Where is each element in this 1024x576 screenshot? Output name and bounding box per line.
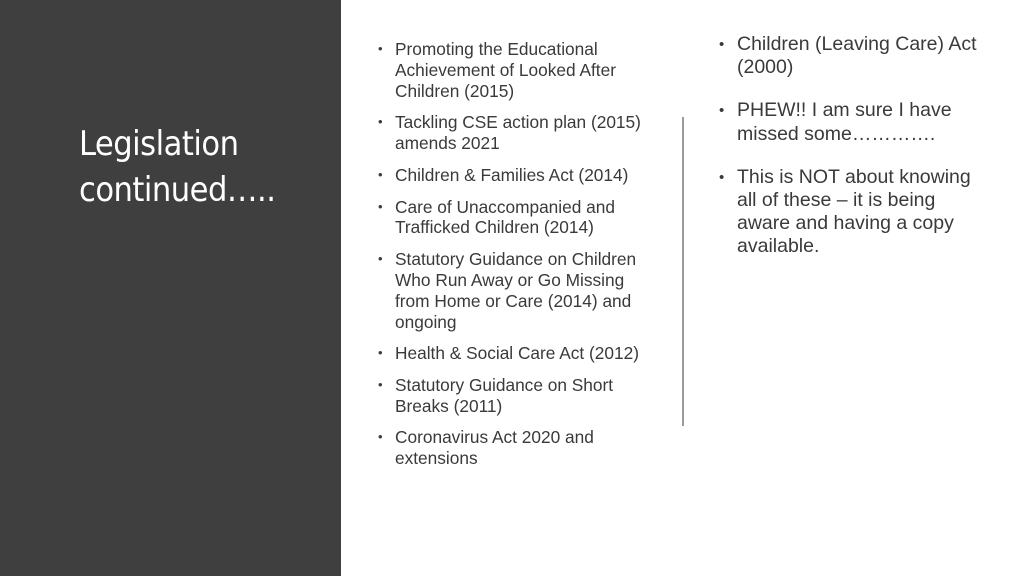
bullet-icon: • — [719, 168, 725, 186]
list-item — [378, 343, 656, 364]
list-item-text: Children & Families Act (2014) — [395, 164, 629, 185]
column-divider — [682, 117, 684, 426]
list-item — [719, 99, 979, 145]
bullet-icon: • — [378, 376, 383, 392]
list-item-text: Statutory Guidance on Children Who Run Away or Go Missing from Home or Care (2014) and ongoing — [395, 249, 637, 332]
bullet-icon: • — [378, 166, 383, 182]
bullet-icon: • — [378, 198, 383, 214]
list-item-text: Statutory Guidance on Short Breaks (2011) — [395, 374, 614, 416]
bullet-icon: • — [719, 36, 725, 53]
slide-title — [79, 121, 329, 213]
bullet-icon: • — [378, 251, 383, 266]
list-item — [378, 39, 656, 102]
list-item — [378, 249, 656, 333]
bullet-icon: • — [378, 41, 383, 56]
list-item — [378, 427, 656, 469]
list-item — [719, 33, 979, 79]
slide-title-line-2: continued….. — [79, 170, 276, 210]
title-sidebar — [0, 0, 341, 576]
legislation-list-left — [378, 39, 656, 480]
list-item-text: Tackling CSE action plan (2015) amends 2021 — [395, 112, 641, 154]
bullet-icon: • — [378, 114, 383, 130]
list-item — [378, 375, 656, 417]
list-item-text: Promoting the Educational Achievement of Looked After Children (2015) — [395, 39, 616, 101]
list-item-text: Coronavirus Act 2020 and extensions — [395, 427, 594, 469]
list-item-text: This is NOT about knowing all of these – it is being aware and having a copy available. — [737, 165, 971, 258]
slide-title-line-1: Legislation — [79, 124, 239, 164]
list-item-text: Children (Leaving Care) Act (2000) — [737, 33, 977, 79]
list-item — [378, 112, 656, 154]
bullet-icon: • — [378, 429, 383, 445]
notes-list-right — [719, 33, 979, 279]
bullet-icon: • — [378, 345, 383, 361]
list-item — [719, 166, 979, 259]
list-item-text: Health & Social Care Act (2012) — [395, 343, 639, 364]
list-item-text: PHEW!! I am sure I have missed some…………. — [737, 99, 952, 145]
list-item — [378, 197, 656, 239]
bullet-icon: • — [719, 102, 725, 120]
list-item — [378, 165, 656, 186]
list-item-text: Care of Unaccompanied and Trafficked Children (2014) — [395, 196, 615, 238]
